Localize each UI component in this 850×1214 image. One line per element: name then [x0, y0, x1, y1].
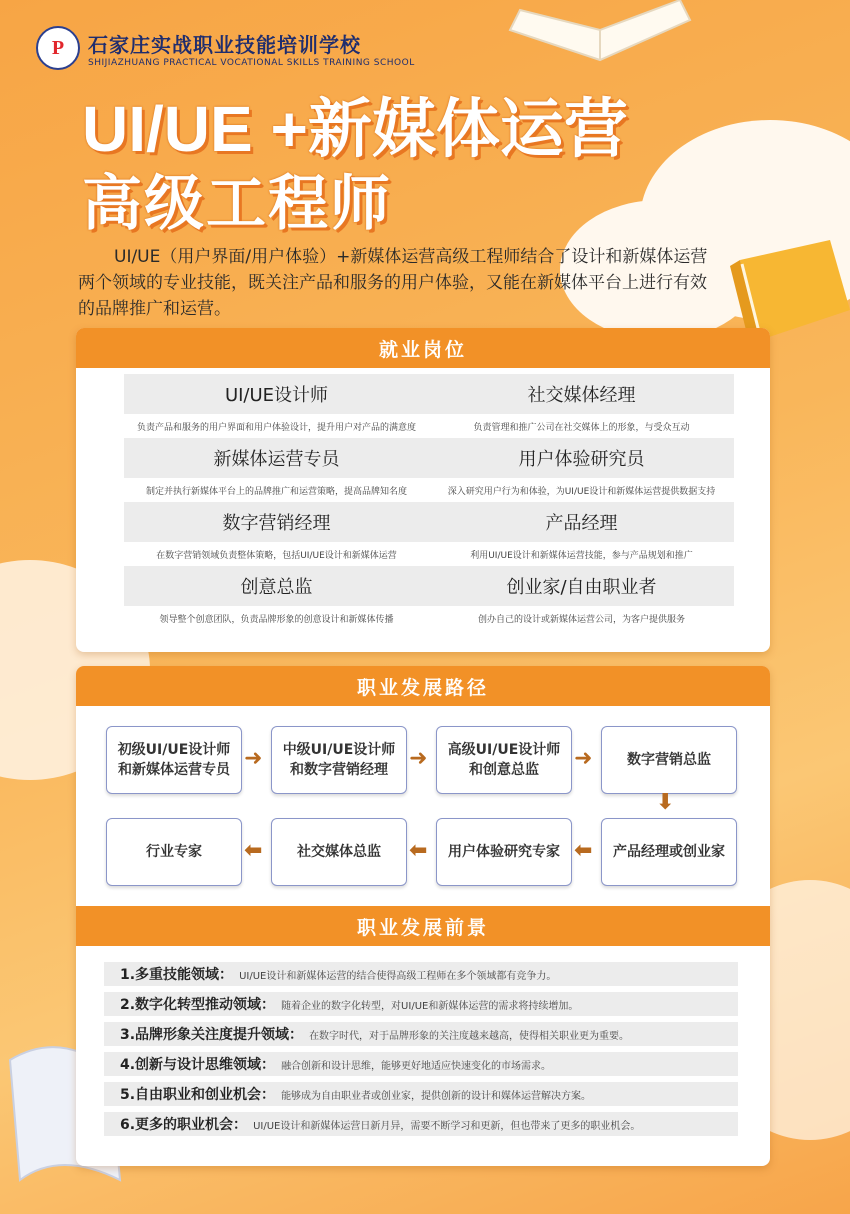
jobs-panel: [76, 328, 770, 652]
prospect-item: 5.自由职业和创业机会： 能够成为自由职业者或创业家，提供创新的设计和媒体运营解决方案。: [104, 1082, 738, 1106]
jobs-grid: [124, 374, 734, 630]
job-title: 创业家/自由职业者: [506, 577, 657, 598]
job-title-row: [124, 502, 734, 542]
prospect-item: 3.品牌形象关注度提升领域： 在数字时代，对于品牌形象的关注度越来越高，使得相关职业更为重要。: [104, 1022, 738, 1046]
job-title-row: [124, 374, 734, 414]
job-title: 新媒体运营专员: [213, 449, 340, 470]
path-step: 行业专家: [106, 818, 242, 886]
job-title: 用户体验研究员: [518, 449, 645, 470]
job-title: 社交媒体经理: [527, 385, 636, 406]
school-name-cn: 石家庄实战职业技能培训学校: [88, 32, 361, 57]
main-title-line1: UI/UE +新媒体运营: [82, 93, 628, 165]
path-step: 高级UI/UE设计师 和创意总监: [436, 726, 572, 794]
arrow-right-icon: ➜: [574, 746, 593, 771]
prospects-heading: 职业发展前景: [76, 906, 770, 946]
career-path-heading: 职业发展路径: [76, 666, 770, 706]
path-step: 数字营销总监: [601, 726, 737, 794]
job-desc: 制定并执行新媒体平台上的品牌推广和运营策略，提高品牌知名度: [145, 486, 407, 497]
job-desc: 利用UI/UE设计和新媒体运营技能，参与产品规划和推广: [470, 550, 693, 561]
job-desc: 创办自己的设计或新媒体运营公司，为客户提供服务: [477, 614, 685, 625]
arrow-left-icon: ⬅: [409, 838, 428, 863]
job-desc: 在数字营销领域负责整体策略，包括UI/UE设计和新媒体运营: [156, 550, 397, 561]
job-desc: 深入研究用户行为和体验，为UI/UE设计和新媒体运营提供数据支持: [447, 486, 716, 497]
job-title: 数字营销经理: [222, 513, 331, 534]
school-logo: P: [36, 26, 80, 70]
job-desc-row: [124, 606, 734, 630]
job-title: 产品经理: [545, 513, 618, 534]
job-title: 创意总监: [240, 577, 313, 598]
arrow-right-icon: ➜: [409, 746, 428, 771]
path-step: 初级UI/UE设计师 和新媒体运营专员: [106, 726, 242, 794]
path-step: 中级UI/UE设计师 和数字营销经理: [271, 726, 407, 794]
school-header: [36, 26, 415, 70]
arrow-left-icon: ⬅: [244, 838, 263, 863]
career-path-panel: [76, 666, 770, 1166]
arrow-left-icon: ⬅: [574, 838, 593, 863]
school-name-en: SHIJIAZHUANG PRACTICAL VOCATIONAL SKILLS TRAINING SCHOOL: [88, 57, 415, 68]
main-title-line2: 高级工程师: [82, 170, 392, 237]
job-title-row: [124, 438, 734, 478]
arrow-right-icon: ➜: [244, 746, 263, 771]
job-desc-row: [124, 542, 734, 566]
prospect-item: 4.创新与设计思维领域： 融合创新和设计思维，能够更好地适应快速变化的市场需求。: [104, 1052, 738, 1076]
job-desc-row: [124, 478, 734, 502]
path-step: 用户体验研究专家: [436, 818, 572, 886]
prospects-list: [104, 962, 738, 1142]
prospect-item: 1.多重技能领域： UI/UE设计和新媒体运营的结合使得高级工程师在多个领域都有竞争力。: [104, 962, 738, 986]
job-title: UI/UE设计师: [224, 385, 329, 406]
open-book-illustration: [500, 0, 700, 90]
intro-paragraph: UI/UE（用户界面/用户体验）+新媒体运营高级工程师结合了设计和新媒体运营两个领域的专业技能，既关注产品和服务的用户体验，又能在新媒体平台上进行有效的品牌推广和运营。: [78, 247, 708, 319]
arrow-down-icon: ⬇: [656, 790, 675, 815]
job-desc-row: [124, 414, 734, 438]
job-title-row: [124, 566, 734, 606]
prospect-item: 6.更多的职业机会： UI/UE设计和新媒体运营日新月异，需要不断学习和更新，但也带来了更多的职业机会。: [104, 1112, 738, 1136]
job-desc: 负责管理和推广公司在社交媒体上的形象，与受众互动: [473, 422, 690, 433]
jobs-heading: 就业岗位: [76, 328, 770, 368]
job-desc: 负责产品和服务的用户界面和用户体验设计，提升用户对产品的满意度: [136, 422, 416, 433]
prospect-item: 2.数字化转型推动领域： 随着企业的数字化转型，对UI/UE和新媒体运营的需求将持续增加。: [104, 992, 738, 1016]
job-desc: 领导整个创意团队，负责品牌形象的创意设计和新媒体传播: [159, 614, 394, 625]
path-step: 产品经理或创业家: [601, 818, 737, 886]
path-step: 社交媒体总监: [271, 818, 407, 886]
